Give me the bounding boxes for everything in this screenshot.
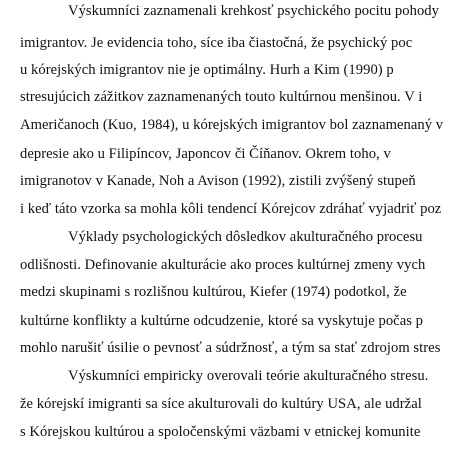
paragraph-2-line-5: mohlo narušiť úsilie o pevnosť a súdržnosť, a tým sa stať zdrojom stres — [20, 340, 441, 356]
paragraph-2-line-3: medzi skupinami s rozlišnou kultúrou, Kiefer (1974) podotkol, že — [20, 284, 407, 300]
paragraph-1-line-6: depresie ako u Filipíncov, Japoncov či Číňanov. Okrem toho, v — [20, 146, 391, 162]
paragraph-3-line-2: že kórejskí imigranti sa síce akulturovali do kultúry USA, ale udržal — [20, 396, 422, 412]
paragraph-1-line-2: imigrantov. Je evidencia toho, síce iba čiastočná, že psychický poc — [20, 35, 413, 51]
paragraph-3-line-3: s Kórejskou kultúrou a spoločenskými väzbami v etnickej komunite — [20, 424, 421, 440]
paragraph-2-line-1: Výklady psychologických dôsledkov akulturačného procesu — [68, 229, 423, 245]
paragraph-1-line-7: imigranotov v Kanade, Noh a Avison (1992), zistili zvýšený stupeň — [20, 173, 416, 189]
paragraph-1-line-3: u kórejských imigrantov nie je optimálny. Hurh a Kim (1990) p — [20, 62, 394, 78]
paragraph-1-line-4: stresujúcich zážitkov zaznamenaných touto kultúrnou menšinou. V i — [20, 89, 423, 105]
paragraph-1-line-5: Američanoch (Kuo, 1984), u kórejských imigrantov bol zaznamenaný v — [20, 117, 444, 133]
paragraph-1-line-1: Výskumníci zaznamenali krehkosť psychického pocitu pohody — [68, 3, 439, 19]
paragraph-3-line-1: Výskumníci empiricky overovali teórie akulturačného stresu. — [68, 368, 429, 384]
paragraph-2-line-4: kultúrne konflikty a kultúrne odcudzenie, ktoré sa vyskytuje počas p — [20, 313, 424, 329]
paragraph-1-line-8: i keď táto vzorka sa mohla kôli tendencí Kórejcov zdráhať vyjadriť poz — [20, 201, 442, 217]
paragraph-2-line-2: odlišnosti. Definovanie akulturácie ako proces kultúrnej zmeny vych — [20, 257, 426, 273]
